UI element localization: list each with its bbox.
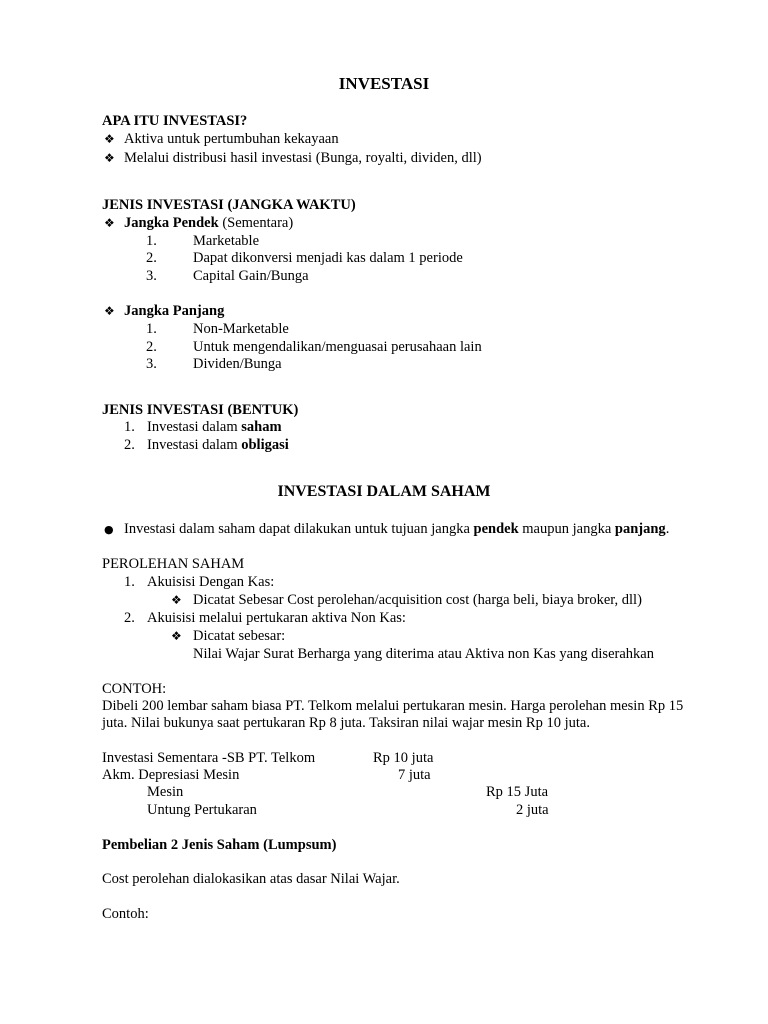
subheading-contoh: CONTOH: — [102, 681, 167, 697]
paragraph-line: Dibeli 200 lembar saham biasa PT. Telkom melalui pertukaran mesin. Harga perolehan mesin Rp 15 — [102, 698, 684, 714]
list-number: 2. — [124, 610, 135, 626]
list-number: 2. — [146, 250, 157, 266]
list-item: Dicatat sebesar: — [193, 628, 286, 644]
journal-account: Untung Pertukaran — [147, 802, 257, 818]
journal-account: Akm. Depresiasi Mesin — [102, 767, 240, 783]
diamond-bullet-icon: ❖ — [104, 151, 115, 165]
list-item: Non-Marketable — [193, 321, 289, 337]
section-heading-apa-itu: APA ITU INVESTASI? — [102, 113, 248, 129]
diamond-bullet-icon: ❖ — [104, 216, 115, 230]
subheading-pembelian: Pembelian 2 Jenis Saham (Lumpsum) — [102, 837, 337, 853]
item-bold: saham — [241, 419, 282, 435]
paragraph-line: Cost perolehan dialokasikan atas dasar Nilai Wajar. — [102, 871, 400, 887]
list-item: Melalui distribusi hasil investasi (Bunga, royalti, dividen, dll) — [124, 150, 482, 166]
list-item: Capital Gain/Bunga — [193, 268, 309, 284]
list-number: 1. — [124, 574, 135, 590]
list-number: 1. — [146, 321, 157, 337]
list-number: 3. — [146, 268, 157, 284]
journal-credit: 2 juta — [516, 802, 549, 818]
diamond-bullet-icon: ❖ — [171, 593, 182, 607]
diamond-bullet-icon: ❖ — [104, 132, 115, 146]
list-number: 1. — [124, 419, 135, 435]
section-title-saham: INVESTASI DALAM SAHAM — [277, 483, 491, 500]
journal-debit: 7 juta — [398, 767, 431, 783]
item-bold: obligasi — [241, 437, 289, 453]
diamond-bullet-icon: ❖ — [104, 304, 115, 318]
list-item — [147, 436, 289, 454]
list-item — [147, 418, 282, 436]
term-jangka-pendek: Jangka Pendek — [124, 215, 219, 231]
paragraph-line: juta. Nilai bukunya saat pertukaran Rp 8 juta. Taksiran nilai wajar mesin Rp 10 juta. — [102, 715, 590, 731]
diamond-bullet-icon: ❖ — [171, 629, 182, 643]
list-item: Dividen/Bunga — [193, 356, 282, 372]
journal-debit: Rp 10 juta — [373, 750, 434, 766]
paragraph-line: Contoh: — [102, 906, 149, 922]
list-number: 2. — [146, 339, 157, 355]
page-title: INVESTASI — [338, 74, 430, 93]
list-item-jangka-pendek — [124, 214, 293, 232]
item-text: Investasi dalam — [147, 419, 242, 435]
list-item: Untuk mengendalikan/menguasai perusahaan lain — [193, 339, 482, 355]
list-number: 1. — [146, 233, 157, 249]
list-item: Akuisisi Dengan Kas: — [147, 574, 275, 590]
journal-account: Investasi Sementara -SB PT. Telkom — [102, 750, 316, 766]
item-text: Investasi dalam — [147, 437, 242, 453]
term-note: (Sementara) — [218, 215, 294, 231]
list-item: Marketable — [193, 233, 260, 249]
list-item: Dicatat Sebesar Cost perolehan/acquisition cost (harga beli, biaya broker, dll) — [193, 592, 642, 608]
list-item: Akuisisi melalui pertukaran aktiva Non Kas: — [147, 610, 406, 626]
paragraph-tujuan: Investasi dalam saham dapat dilakukan untuk tujuan jangka pendek maupun jangka panjang. — [124, 521, 670, 537]
list-number: 3. — [146, 356, 157, 372]
list-item: Aktiva untuk pertumbuhan kekayaan — [124, 131, 339, 147]
section-heading-bentuk: JENIS INVESTASI (BENTUK) — [102, 402, 299, 418]
list-item: Dapat dikonversi menjadi kas dalam 1 periode — [193, 250, 463, 266]
journal-credit: Rp 15 Juta — [486, 784, 549, 800]
term-jangka-panjang: Jangka Panjang — [124, 303, 225, 319]
list-number: 2. — [124, 437, 135, 453]
journal-account: Mesin — [147, 784, 184, 800]
subheading-perolehan: PEROLEHAN SAHAM — [102, 556, 245, 572]
dot-bullet-icon: ● — [104, 523, 114, 536]
list-item-continuation: Nilai Wajar Surat Berharga yang diterima atau Aktiva non Kas yang diserahkan — [193, 646, 654, 662]
section-heading-jangka-waktu: JENIS INVESTASI (JANGKA WAKTU) — [102, 197, 356, 213]
